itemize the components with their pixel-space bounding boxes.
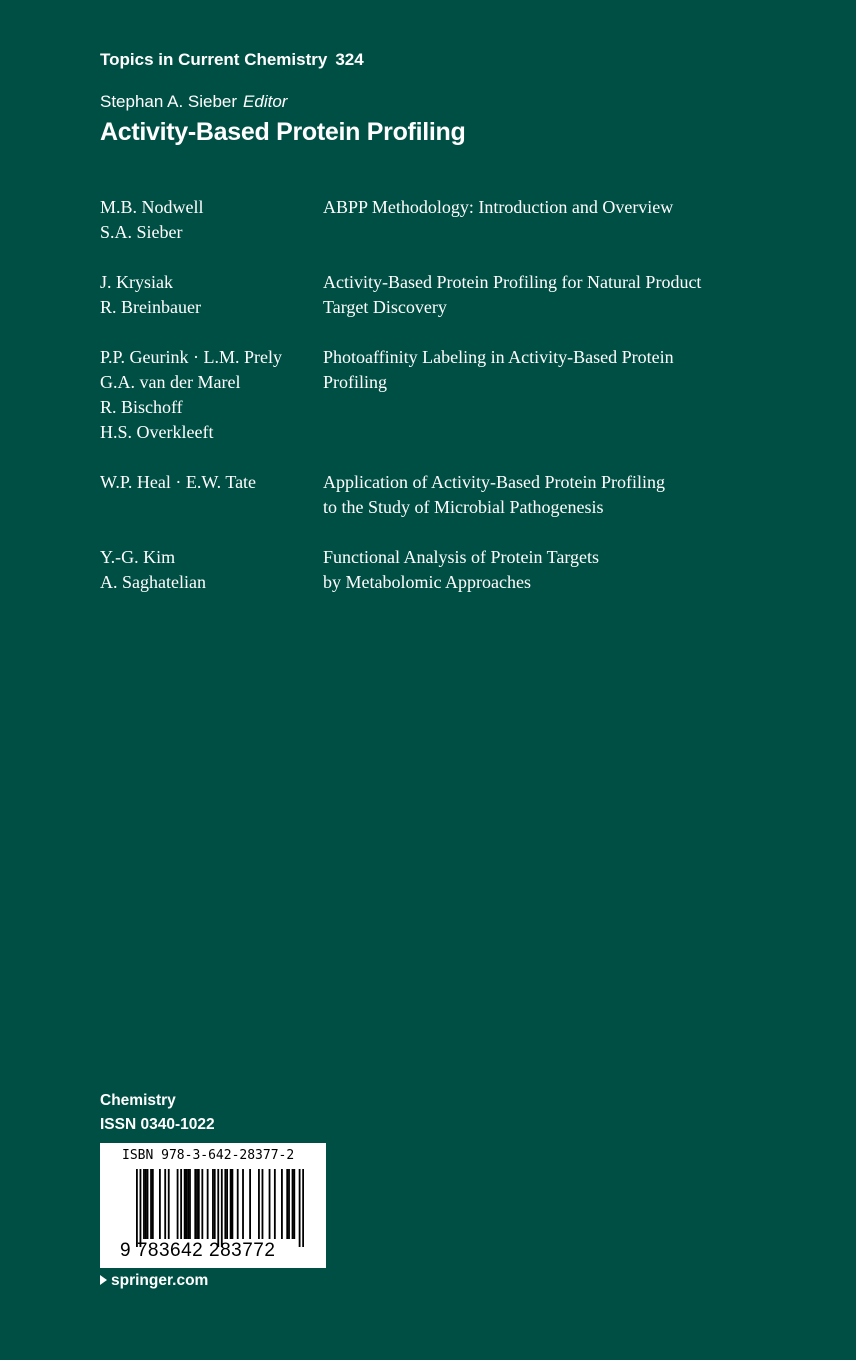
chapter-title-line: to the Study of Microbial Pathogenesis xyxy=(323,497,604,517)
author-line: R. Bischoff xyxy=(100,397,183,417)
chapter-authors xyxy=(100,545,323,595)
barcode-bar xyxy=(221,1169,223,1247)
chapter-title xyxy=(323,270,800,320)
chapter-authors xyxy=(100,345,323,445)
barcode-bar xyxy=(217,1169,219,1247)
author-line: Y.-G. Kim xyxy=(100,547,176,567)
barcode-bar xyxy=(147,1169,149,1239)
barcode-bar xyxy=(150,1169,152,1239)
barcode-bar xyxy=(207,1169,209,1239)
barcode-bar xyxy=(145,1169,147,1239)
author-line: A. Saghatelian xyxy=(100,572,206,592)
barcode-bar xyxy=(159,1169,161,1239)
barcode-bar xyxy=(152,1169,154,1239)
contents-entry xyxy=(100,470,800,520)
barcode-bar xyxy=(201,1169,203,1239)
issn-label: ISSN 0340-1022 xyxy=(100,1116,215,1133)
publisher-link-label: springer.com xyxy=(111,1272,209,1289)
barcode-bar xyxy=(214,1169,216,1239)
barcode-bar xyxy=(274,1169,276,1239)
barcode-bar xyxy=(189,1169,191,1239)
isbn-barcode xyxy=(100,1143,326,1268)
series-name: Topics in Current Chemistry xyxy=(100,50,328,69)
chapter-authors xyxy=(100,270,323,320)
chapter-title xyxy=(323,345,800,445)
publisher-link[interactable] xyxy=(100,1272,208,1290)
barcode-bar xyxy=(262,1169,264,1239)
author-line: W.P. Heal · E.W. Tate xyxy=(100,472,257,492)
barcode-bar xyxy=(288,1169,290,1239)
chapter-title-line: Activity-Based Protein Profiling for Natural Product xyxy=(323,272,702,292)
barcode-bar xyxy=(231,1169,233,1239)
barcode-bar xyxy=(136,1169,138,1247)
editor-role: Editor xyxy=(243,92,288,111)
barcode-bar xyxy=(187,1169,189,1239)
barcode-bar xyxy=(299,1169,301,1247)
barcode-bar xyxy=(237,1169,239,1239)
barcode-digits: 9 783642 283772 xyxy=(120,1240,276,1261)
barcode-bars xyxy=(136,1169,304,1247)
barcode-bar xyxy=(140,1169,142,1247)
barcode-bar xyxy=(143,1169,145,1239)
isbn-text: ISBN 978-3-642-28377-2 xyxy=(122,1148,295,1163)
barcode-bar xyxy=(177,1169,179,1239)
series-volume: 324 xyxy=(335,50,364,69)
barcode-bar xyxy=(194,1169,196,1239)
barcode-bar xyxy=(302,1169,304,1247)
chapter-title-line: Functional Analysis of Protein Targets xyxy=(323,547,600,567)
barcode-bar xyxy=(242,1169,244,1239)
author-line: R. Breinbauer xyxy=(100,297,201,317)
author-line: G.A. van der Marel xyxy=(100,372,241,392)
subject-label: Chemistry xyxy=(100,1092,176,1109)
arrow-right-icon xyxy=(100,1275,107,1285)
chapter-title-line: Target Discovery xyxy=(323,297,447,317)
table-of-contents xyxy=(100,195,800,620)
barcode-bar xyxy=(292,1169,294,1239)
author-line: M.B. Nodwell xyxy=(100,197,204,217)
chapter-title-line: Photoaffinity Labeling in Activity-Based Protein xyxy=(323,347,674,367)
barcode-bar xyxy=(198,1169,200,1239)
chapter-title-line: ABPP Methodology: Introduction and Overview xyxy=(323,197,674,217)
author-line: H.S. Overkleeft xyxy=(100,422,214,442)
contents-entry xyxy=(100,545,800,595)
chapter-title xyxy=(323,545,800,595)
contents-entry xyxy=(100,270,800,320)
barcode-bar xyxy=(196,1169,198,1239)
barcode-bar xyxy=(258,1169,260,1239)
barcode-bar xyxy=(164,1169,166,1239)
author-line: P.P. Geurink · L.M. Prely xyxy=(100,347,283,367)
barcode-bar xyxy=(180,1169,182,1239)
chapter-title-line: Application of Activity-Based Protein Profiling xyxy=(323,472,665,492)
chapter-title-line: Profiling xyxy=(323,372,388,392)
author-line: J. Krysiak xyxy=(100,272,173,292)
contents-entry xyxy=(100,345,800,445)
barcode-bar xyxy=(212,1169,214,1239)
book-title: Activity-Based Protein Profiling xyxy=(100,118,466,146)
barcode-bar xyxy=(186,1169,188,1239)
chapter-authors xyxy=(100,195,323,245)
barcode-bar xyxy=(230,1169,232,1239)
editor-name: Stephan A. Sieber xyxy=(100,92,238,111)
barcode-bar xyxy=(184,1169,186,1239)
barcode-bar xyxy=(281,1169,283,1239)
barcode-bar xyxy=(168,1169,170,1239)
author-line: S.A. Sieber xyxy=(100,222,183,242)
chapter-title xyxy=(323,470,800,520)
barcode-bar xyxy=(286,1169,288,1239)
chapter-authors xyxy=(100,470,323,520)
editor-line xyxy=(100,92,287,112)
series-line xyxy=(100,50,364,70)
chapter-title xyxy=(323,195,800,245)
barcode-bar xyxy=(226,1169,228,1239)
barcode-bar xyxy=(293,1169,295,1239)
barcode-bar xyxy=(269,1169,271,1239)
barcode-bar xyxy=(249,1169,251,1239)
contents-entry xyxy=(100,195,800,245)
chapter-title-line: by Metabolomic Approaches xyxy=(323,572,531,592)
barcode-bar xyxy=(224,1169,226,1239)
